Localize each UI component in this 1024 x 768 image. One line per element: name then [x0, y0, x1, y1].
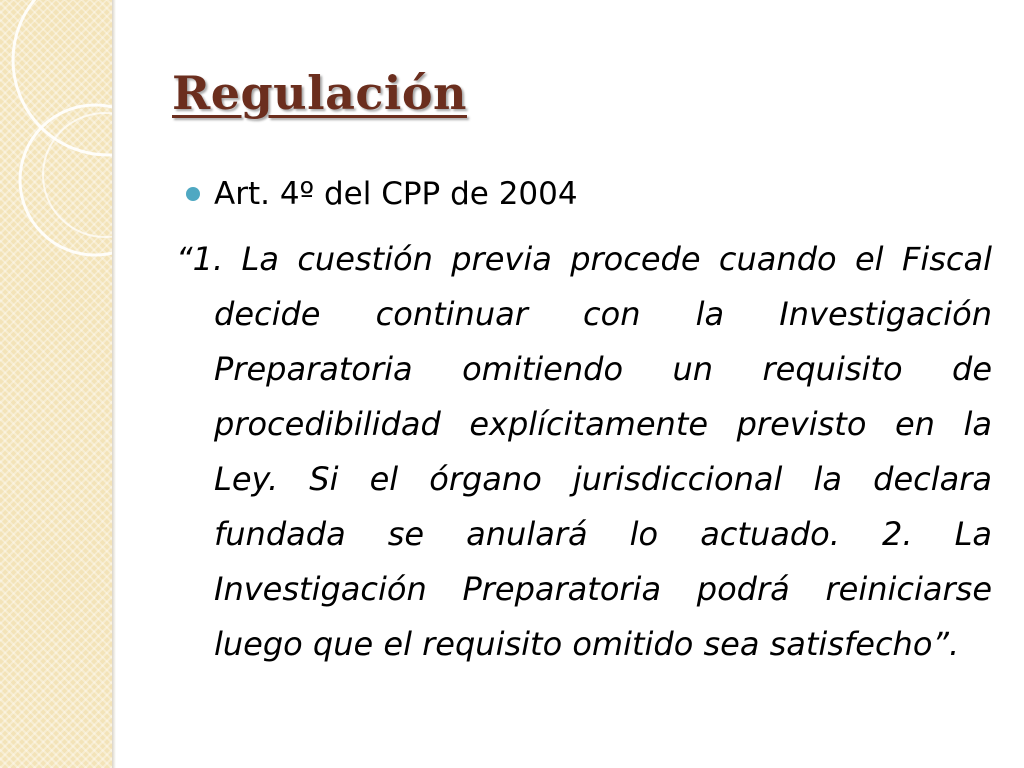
slide-title: Regulación: [172, 66, 467, 120]
side-panel-edge: [112, 0, 116, 768]
bullet-icon: [186, 187, 200, 201]
bullet-text: Art. 4º del CPP de 2004: [214, 176, 578, 212]
quote-paragraph: “1. La cuestión previa procede cuando el Fiscal decide continuar con la Investigación Preparatoria omitiendo un requisito de procedibilidad explícitamente previsto en la Ley. Si el órgano jurisdiccional la declara fundada se anulará lo actuado. 2. La Investigación Preparatoria podrá reiniciarse luego que el requisito omitido sea satisfecho”.: [176, 240, 992, 663]
decorative-circles: [0, 0, 112, 768]
decorative-side-panel: [0, 0, 112, 768]
bullet-item: [186, 176, 578, 212]
